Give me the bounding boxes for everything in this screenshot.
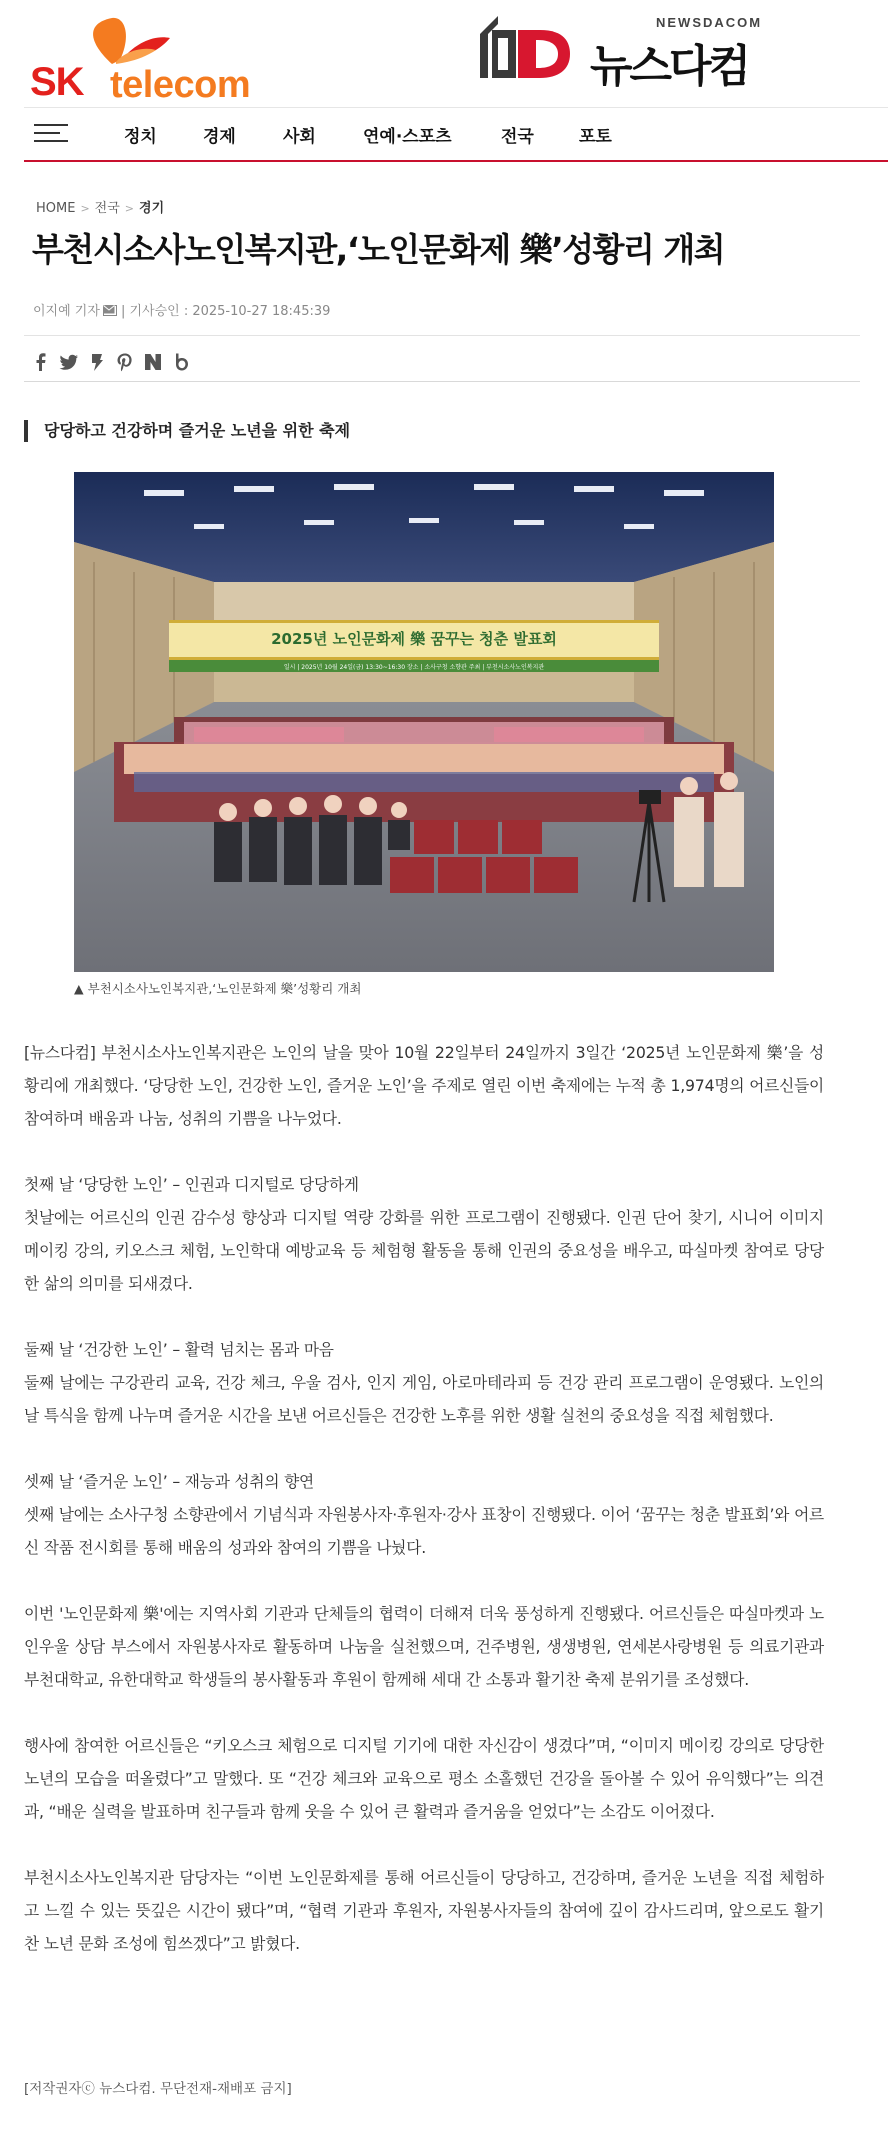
band-icon[interactable]	[171, 352, 191, 372]
paragraph-spacer	[24, 1300, 824, 1333]
photo-banner-subtitle: 일시 | 2025년 10월 24일(금) 13:30~16:30 장소 | 소사구청 소향관 주최 | 부천시소사노인복지관	[283, 664, 545, 671]
pinterest-icon[interactable]	[115, 352, 135, 372]
article-paragraph: 둘째 날 ‘건강한 노인’ – 활력 넘치는 몸과 마음	[24, 1340, 334, 1359]
article-paragraph: 셋째 날 ‘즐거운 노인’ – 재능과 성취의 향연	[24, 1472, 314, 1491]
breadcrumb-level1[interactable]: 전국	[94, 201, 120, 216]
auditorium-photo-illustration	[74, 472, 774, 972]
article-paragraph: 첫날에는 어르신의 인권 감수성 향상과 디지털 역량 강화를 위한 프로그램이 진행됐다. 인권 단어 찾기, 시니어 이미지 메이킹 강의, 키오스크 체험, 노인학대 예방교육 등 체험형 활동을 통해 인권의 중요성을 배우고, 따실마켓 참여로 당당한 삶의 의미를 되새겼다.	[24, 1208, 824, 1293]
main-nav	[24, 107, 888, 162]
naver-icon[interactable]	[143, 352, 163, 372]
article-paragraph: 둘째 날에는 구강관리 교육, 건강 체크, 우울 검사, 인지 게임, 아로마테라피 등 건강 관리 프로그램이 운영됐다. 노인의 날 특식을 함께 나누며 즐거운 시간을 보낸 어르신들은 건강한 노후를 위한 생활 실천의 중요성을 직접 체험했다.	[24, 1373, 824, 1425]
breadcrumb-separator-icon: >	[80, 202, 90, 215]
copyright-notice: [저작권자ⓒ 뉴스다컴. 무단전재-재배포 금지]	[24, 2081, 292, 2097]
article-paragraph: [뉴스다컴] 부천시소사노인복지관은 노인의 날을 맞아 10월 22일부터 24일까지 3일간 ‘2025년 노인문화제 樂’을 성황리에 개최했다. ‘당당한 노인, 건강한 노인, 즐거운 노인’을 주제로 열린 이번 축제에는 누적 총 1,974명의 어르신들이 참여하며 배움과 나눔, 성취의 기쁨을 나누었다.	[24, 1043, 824, 1128]
photo-banner-title: 2025년 노인문화제 樂 꿈꾸는 청춘 발표회	[271, 630, 557, 648]
photo-caption: ▲ 부천시소사노인복지관,‘노인문화제 樂’성황리 개최	[74, 981, 362, 996]
sk-brand-text: SK	[30, 60, 84, 104]
article-title: 부천시소사노인복지관,‘노인문화제 樂’성황리 개최	[32, 230, 725, 269]
paragraph-spacer	[24, 1564, 824, 1597]
breadcrumb	[36, 197, 164, 216]
paragraph-spacer	[24, 1828, 824, 1861]
newsdacom-korean-text: 뉴스다컴	[590, 41, 749, 92]
newsdacom-small-text: NEWSDACOM	[656, 15, 763, 30]
nav-item-economy[interactable]: 경제	[203, 127, 236, 147]
article-photo[interactable]	[74, 472, 774, 972]
paragraph-spacer	[24, 1135, 824, 1168]
nav-item-nationwide[interactable]: 전국	[501, 127, 534, 147]
article-paragraph: 첫째 날 ‘당당한 노인’ – 인권과 디지털로 당당하게	[24, 1175, 359, 1194]
nav-item-society[interactable]: 사회	[283, 127, 316, 147]
top-ad-banner[interactable]	[0, 0, 888, 107]
share-divider	[24, 381, 860, 382]
breadcrumb-current[interactable]: 경기	[139, 201, 165, 216]
article-subheading: 당당하고 건강하며 즐거운 노년을 위한 축제	[24, 420, 350, 442]
paragraph-spacer	[24, 1696, 824, 1729]
breadcrumb-separator-icon: >	[124, 202, 135, 215]
newsdacom-logo[interactable]	[478, 12, 778, 92]
sk-telecom-logo[interactable]	[22, 16, 322, 106]
hamburger-menu-icon[interactable]	[34, 120, 70, 146]
breadcrumb-home[interactable]: HOME	[36, 201, 76, 216]
nav-item-photo[interactable]: 포토	[579, 127, 612, 147]
nd-mark-icon	[478, 12, 574, 84]
paragraph-spacer	[24, 1432, 824, 1465]
nav-item-entertainment-sports[interactable]: 연예·스포츠	[363, 127, 452, 147]
article-paragraph: 부천시소사노인복지관 담당자는 “이번 노인문화제를 통해 어르신들이 당당하고, 건강하며, 즐거운 노년을 직접 체험하고 느낄 수 있는 뜻깊은 시간이 됐다”며, “협력 기관과 후원자, 자원봉사자들의 참여에 깊이 감사드리며, 앞으로도 활기찬 노년 문화 조성에 힘쓰겠다”고 밝혔다.	[24, 1868, 824, 1953]
facebook-icon[interactable]	[31, 352, 51, 372]
article-meta	[33, 300, 330, 319]
sk-butterfly-icon	[72, 16, 172, 71]
article-body	[24, 1036, 824, 1960]
meta-divider	[24, 335, 860, 336]
nav-item-politics[interactable]: 정치	[124, 127, 157, 147]
article-paragraph: 이번 '노인문화제 樂'에는 지역사회 기관과 단체들의 협력이 더해져 더욱 풍성하게 진행됐다. 어르신들은 따실마켓과 노인우울 상담 부스에서 자원봉사자로 활동하며 나눔을 실천했으며, 건주병원, 생생병원, 연세본사랑병원 등 의료기관과 부천대학교, 유한대학교 학생들의 봉사활동과 후원이 함께해 세대 간 소통과 활기찬 축제 분위기를 조성했다.	[24, 1604, 824, 1689]
approval-date: | 기사승인 : 2025-10-27 18:45:39	[120, 304, 331, 319]
article-paragraph: 셋째 날에는 소사구청 소향관에서 기념식과 자원봉사자·후원자·강사 표창이 진행됐다. 이어 ‘꿈꾸는 청춘 발표회’와 어르신 작품 전시회를 통해 배움의 성과와 참여의 기쁨을 나눴다.	[24, 1505, 824, 1557]
kakaostory-icon[interactable]	[87, 352, 107, 372]
reporter-name[interactable]: 이지예 기자	[33, 304, 100, 319]
sk-product-text: telecom	[110, 64, 251, 106]
email-icon[interactable]	[103, 305, 117, 316]
article-paragraph: 행사에 참여한 어르신들은 “키오스크 체험으로 디지털 기기에 대한 자신감이 생겼다”며, “이미지 메이킹 강의로 당당한 노년의 모습을 떠올렸다”고 말했다. 또 “건강 체크와 교육으로 평소 소홀했던 건강을 돌아볼 수 있어 유익했다”는 의견과, “배운 실력을 발표하며 친구들과 함께 웃을 수 있어 큰 활력과 즐거움을 얻었다”는 소감도 이어졌다.	[24, 1736, 824, 1821]
twitter-icon[interactable]	[59, 352, 79, 372]
